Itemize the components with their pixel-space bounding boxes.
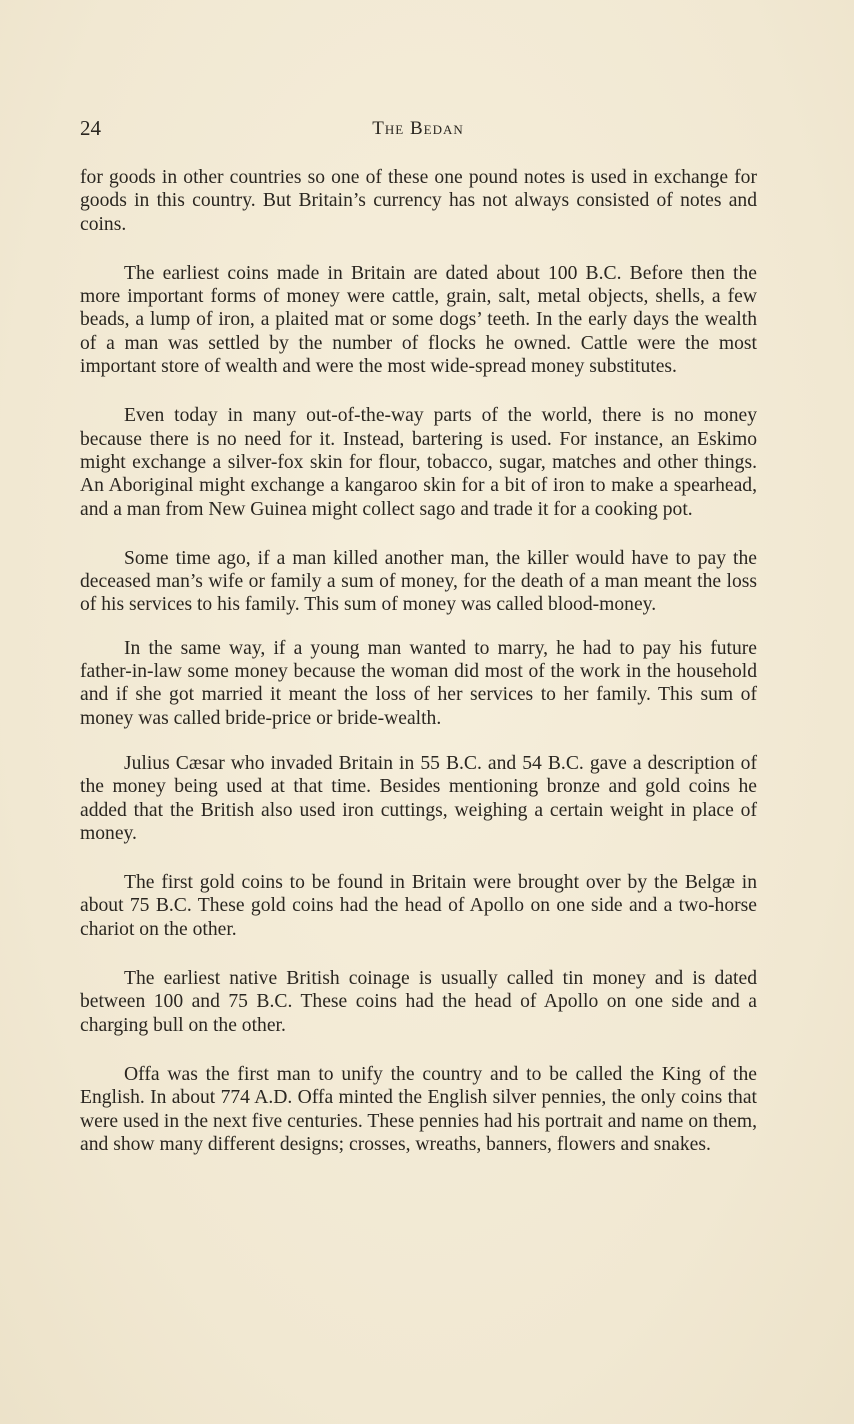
paragraph-earliest-coins: The earliest coins made in Britain are dated about 100 B.C. Before then the more important forms of money were cattle, grain, salt, metal objects, shells, a few beads, a lump of iron, a plaited mat or some dogs’ teeth. In the early days the wealth of a man was settled by the number of flocks he owned. Cattle were the most important store of wealth and were the most wide-spread money substitutes. — [80, 262, 757, 378]
paragraph-continuation: for goods in other countries so one of these one pound notes is used in exchange for goods in this country. But Britain’s currency has not always consisted of notes and coins. — [80, 167, 757, 235]
paragraph-tin-money: The earliest native British coinage is usually called tin money and is dated between 100 and 75 B.C. These coins had the head of Apollo on one side and a charging bull on the other. — [80, 968, 757, 1036]
paragraph-offa: Offa was the first man to unify the country and to be called the King of the English. In about 774 A.D. Offa minted the English silver pennies, the only coins that were used in the next five centuries. These pennies had his portrait and name on them, and show many different designs; crosses, wreaths, banners, flowers and snakes. — [80, 1063, 757, 1155]
body-text — [80, 166, 757, 1156]
page-header — [80, 116, 756, 146]
running-head: The Bedan — [372, 118, 464, 139]
paragraph-bride-price: In the same way, if a young man wanted to marry, he had to pay his future father-in-law some money because the woman did most of the work in the household and if she got married it meant the loss of her services to her family. This sum of money was called bride-price or bride-wealth. — [80, 637, 757, 729]
paragraph-bartering: Even today in many out-of-the-way parts of the world, there is no money because there is no need for it. Instead, bartering is used. For instance, an Eskimo might exchange a silver-fox skin for flour, tobacco, sugar, matches and other things. An Aboriginal might exchange a kangaroo skin for a bit of iron to make a spearhead, and a man from New Guinea might collect sago and trade it for a cooking pot. — [80, 405, 757, 520]
paragraph-first-gold-coins: The first gold coins to be found in Britain were brought over by the Belgæ in about 75 B.C. These gold coins had the head of Apollo on one side and a two-horse chariot on the other. — [80, 872, 757, 940]
paragraph-julius-caesar: Julius Cæsar who invaded Britain in 55 B.C. and 54 B.C. gave a description of the money being used at that time. Besides mentioning bronze and gold coins he added that the British also used iron cuttings, weighing a certain weight in place of money. — [80, 752, 757, 844]
paragraph-blood-money: Some time ago, if a man killed another man, the killer would have to pay the deceased man’s wife or family a sum of money, for the death of a man meant the loss of his services to his family. This sum of money was called blood-money. — [80, 547, 757, 616]
page-number: 24 — [80, 116, 101, 140]
